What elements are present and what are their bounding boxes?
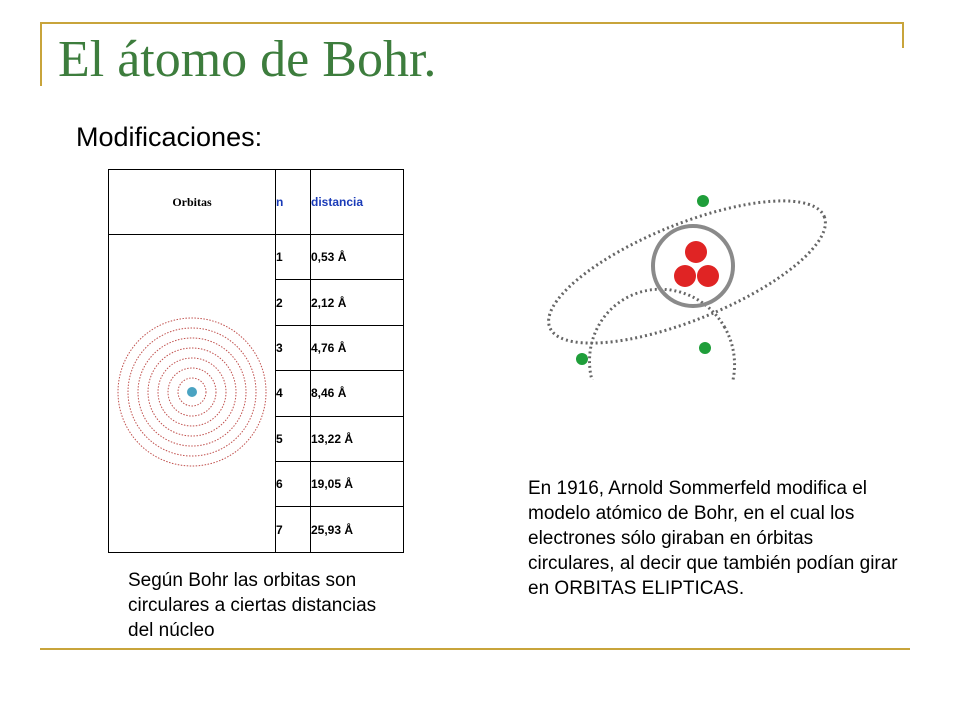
electron xyxy=(699,342,711,354)
caption-bohr-circular: Según Bohr las orbitas son circulares a ciertas distancias del núcleo xyxy=(128,570,377,641)
frame-bottom-line xyxy=(40,648,910,650)
header-n: n xyxy=(276,170,311,235)
proton xyxy=(685,241,707,263)
caption-sommerfeld-elliptical: En 1916, Arnold Sommerfeld modifica el modelo atómico de Bohr, en el cual los electrones sólo giraban en órbitas circulares, al decir que también podían girar en ORBITAS ELIPTICAS. xyxy=(528,478,898,599)
table-row xyxy=(109,235,404,280)
table-cell-n: 4 xyxy=(276,371,311,416)
table-cell-distancia: 0,53 Å xyxy=(311,235,404,280)
orbit-table xyxy=(108,169,404,553)
slide-subtitle: Modificaciones: xyxy=(76,122,263,152)
table-cell-distancia: 8,46 Å xyxy=(311,371,404,416)
header-distancia: distancia xyxy=(311,170,404,235)
frame-top-line xyxy=(40,22,904,24)
electron xyxy=(576,353,588,365)
frame-right-line xyxy=(902,22,904,48)
table-cell-n: 3 xyxy=(276,325,311,370)
table-header-row xyxy=(109,170,404,235)
table-cell-distancia: 2,12 Å xyxy=(311,280,404,325)
table-cell-distancia: 13,22 Å xyxy=(311,416,404,461)
header-orbitas: Orbitas xyxy=(109,170,276,235)
nucleus xyxy=(187,387,197,397)
table-cell-n: 6 xyxy=(276,462,311,507)
circular-orbits-diagram xyxy=(112,242,272,542)
circular-orbits-image-cell xyxy=(109,235,276,553)
table-cell-n: 1 xyxy=(276,235,311,280)
proton xyxy=(674,265,696,287)
electron xyxy=(697,195,709,207)
table-cell-n: 5 xyxy=(276,416,311,461)
table-cell-n: 7 xyxy=(276,507,311,553)
table-cell-distancia: 4,76 Å xyxy=(311,325,404,370)
table-cell-n: 2 xyxy=(276,280,311,325)
frame-left-line xyxy=(40,22,42,86)
table-cell-distancia: 25,93 Å xyxy=(311,507,404,553)
nucleus-shell xyxy=(653,226,733,306)
slide-title: El átomo de Bohr. xyxy=(58,31,437,88)
sommerfeld-elliptical-atom-diagram xyxy=(530,180,840,380)
proton xyxy=(697,265,719,287)
table-cell-distancia: 19,05 Å xyxy=(311,462,404,507)
